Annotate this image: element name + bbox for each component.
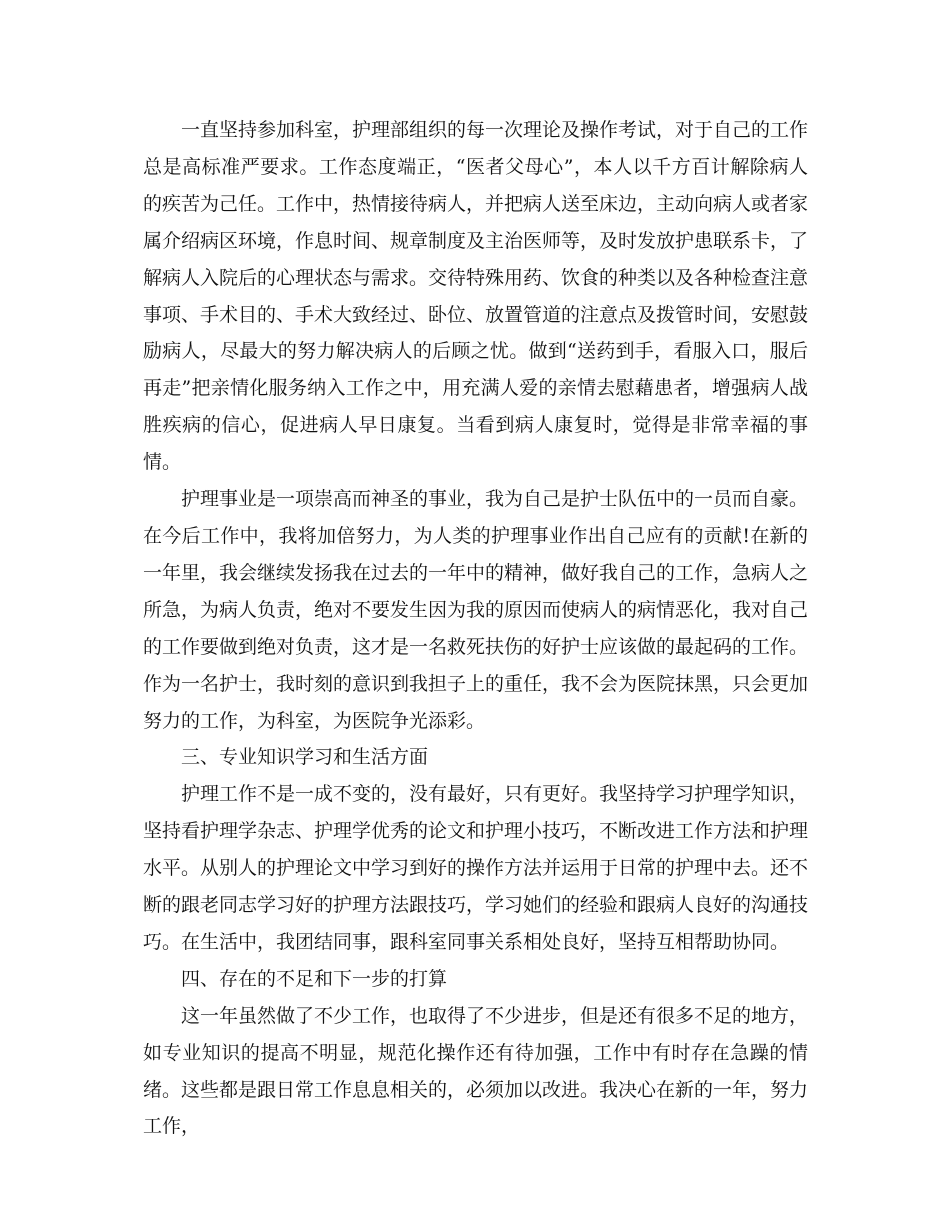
paragraph-nursing-career: 护理事业是一项崇高而神圣的事业，我为自己是护士队伍中的一员而自豪。在今后工作中，我将加倍努力，为人类的护理事业作出自己应有的贡献!在新的一年里，我会继续发扬我在过去的一年中的精神，做好我自己的工作，急病人之所急，为病人负责，绝对不要发生因为我的原因而使病人的病情恶化，我对自己的工作要做到绝对负责，这才是一名救死扶伤的好护士应该做的最起码的工作。作为一名护士，我时刻的意识到我担子上的重任，我不会为医院抹黑，只会更加努力的工作，为科室，为医院争光添彩。	[143, 488, 809, 732]
section-heading-shortcomings: 四、存在的不足和下一步的打算	[181, 967, 448, 990]
section-heading-professional-learning: 三、专业知识学习和生活方面	[181, 746, 429, 769]
paragraph-professional-learning: 护理工作不是一成不变的，没有最好，只有更好。我坚持学习护理学知识，坚持看护理学杂志、护理学优秀的论文和护理小技巧，不断改进工作方法和护理水平。从别人的护理论文中学习到好的操作方法并运用于日常的护理中去。还不断的跟老同志学习好的护理方法跟技巧，学习她们的经验和跟病人良好的沟通技巧。在生活中，我团结同事，跟科室同事关系相处良好，坚持互相帮助协同。	[143, 783, 809, 953]
paragraph-shortcomings: 这一年虽然做了不少工作，也取得了不少进步，但是还有很多不足的地方，如专业知识的提高不明显，规范化操作还有待加强，工作中有时存在急躁的情绪。这些都是跟日常工作息息相关的，必须加以改进。我决心在新的一年，努力工作，	[143, 1004, 809, 1138]
paragraph-patient-care: 一直坚持参加科室，护理部组织的每一次理论及操作考试，对于自己的工作总是高标准严要求。工作态度端正，“医者父母心”，本人以千方百计解除病人的疾苦为己任。工作中，热情接待病人，并把病人送至床边，主动向病人或者家属介绍病区环境，作息时间、规章制度及主治医师等，及时发放护患联系卡，了解病人入院后的心理状态与需求。交待特殊用药、饮食的种类以及各种检查注意事项、手术目的、手术大致经过、卧位、放置管道的注意点及拨管时间，安慰鼓励病人，尽最大的努力解决病人的后顾之忧。做到“送药到手，看服入口，服后再走”把亲情化服务纳入工作之中，用充满人爱的亲情去慰藉患者，增强病人战胜疾病的信心，促进病人早日康复。当看到病人康复时，觉得是非常幸福的事情。	[143, 119, 809, 474]
document-body	[143, 112, 808, 1145]
